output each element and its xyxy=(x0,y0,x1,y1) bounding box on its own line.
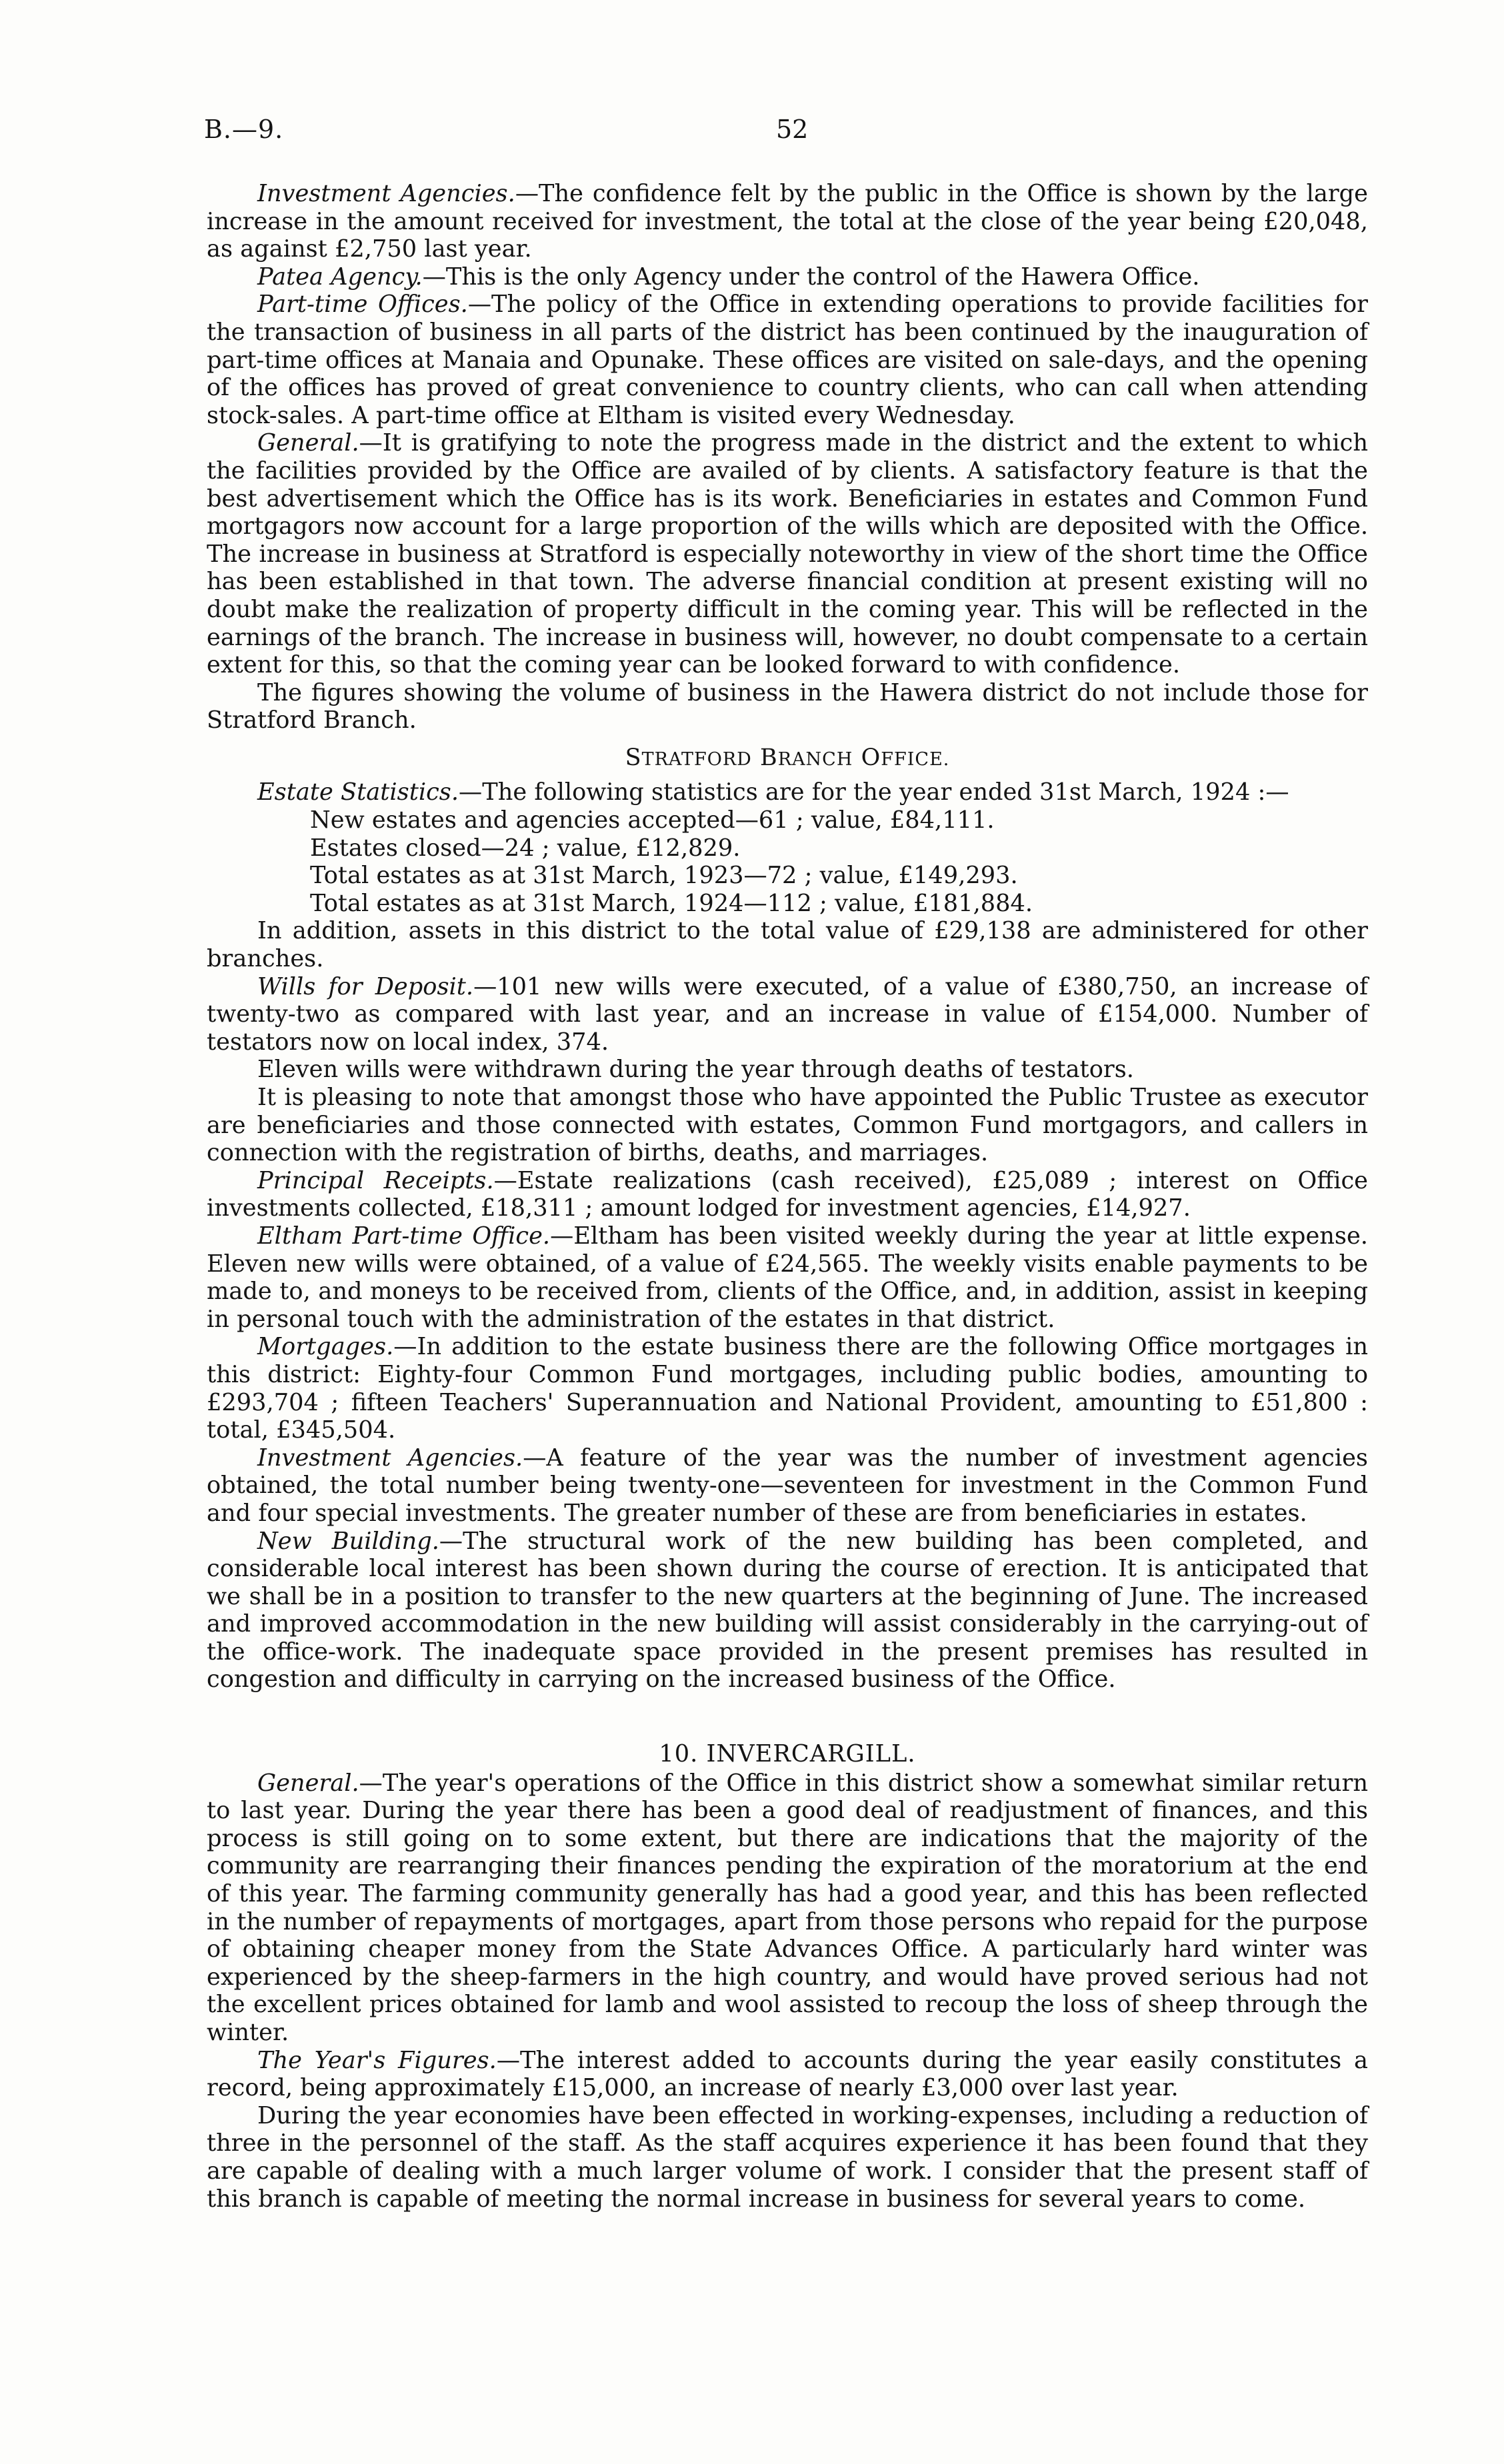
paragraph-economies xyxy=(207,2102,1368,2213)
paragraph-text: —The confidence felt by the public in the Office is shown by the large increase in the amount received for investment, the total at the close of the year being £20,048, as against £2,750 last year. xyxy=(207,180,1368,263)
paragraph-mortgages xyxy=(207,1333,1368,1444)
paragraph-heading: Mortgages. xyxy=(257,1333,394,1361)
paragraph-eltham-office xyxy=(207,1222,1368,1333)
paragraph-text: —The structural work of the new building has been completed, and considerable local interest has been shown during the course of erection. It is anticipated that we shall be in a position to transfer to the new quarters at the beginning of June. The increased and improved accommodation in the new building will assist considerably in the carrying-out of the office-work. The inadequate space provided in the present premises has resulted in congestion and difficulty in carrying on the increased business of the Office. xyxy=(207,1527,1368,1694)
paragraph-text: In addition, assets in this district to the total value of £29,138 are administered for other branches. xyxy=(207,917,1368,973)
paragraph-investment-agencies-stratford xyxy=(207,1444,1368,1528)
paragraph-text: —In addition to the estate business there are the following Office mortgages in this district: Eighty-four Common Fund mortgages, including public bodies, amounting to £293,704 ; fifteen Teachers' Superannuation and National Provident, amounting to £51,800 : total, £345,504. xyxy=(207,1333,1368,1444)
paragraph-text: —Estate realizations (cash received), £25,089 ; interest on Office investments collected, £18,311 ; amount lodged for investment agencies, £14,927. xyxy=(207,1166,1368,1222)
paragraph-text: The figures showing the volume of business in the Hawera district do not include those for Stratford Branch. xyxy=(207,678,1368,734)
paragraph-pleasing xyxy=(207,1084,1368,1167)
paragraph-text: —The policy of the Office in extending operations to provide facilities for the transaction of business in all parts of the district has been continued by the inauguration of part-time offices at Manaia and Opunake. These offices are visited on sale-days, and the opening of the offices has proved of great convenience to country clients, who can call when attending stock-sales. A part-time office at Eltham is visited every Wednesday. xyxy=(207,291,1368,429)
paragraph-heading: New Building. xyxy=(257,1527,439,1555)
section-heading-invercargill: 10. INVERCARGILL. xyxy=(659,1740,916,1768)
paragraph-addition xyxy=(207,917,1368,972)
report-code: B.—9. xyxy=(204,115,284,144)
paragraph-heading: Investment Agencies. xyxy=(257,1444,523,1472)
section-gap xyxy=(207,1694,1368,1734)
paragraph-wills-withdrawn xyxy=(207,1056,1368,1084)
statistic-line: Total estates as at 31st March, 1924—112 ; value, £181,884. xyxy=(310,889,1033,917)
paragraph-heading: Investment Agencies. xyxy=(257,180,515,207)
paragraph-heading: Principal Receipts. xyxy=(257,1166,494,1194)
paragraph-investment-agencies xyxy=(207,180,1368,263)
paragraph-wills-for-deposit xyxy=(207,973,1368,1056)
paragraph-heading: Patea Agency. xyxy=(257,263,423,291)
section-heading-stratford: STRATFORD BRANCH OFFICE. xyxy=(625,744,950,771)
paragraph-estate-statistics xyxy=(207,778,1368,806)
paragraph-text: —101 new wills were executed, of a value of £380,750, an increase of twenty-two as compared with last year, and an increase in value of £154,000. Number of testators now on local index, 374. xyxy=(207,972,1368,1056)
paragraph-heading: Part-time Offices. xyxy=(257,291,468,319)
paragraph-years-figures xyxy=(207,2047,1368,2102)
paragraph-text: It is pleasing to note that amongst those who have appointed the Public Trustee as executor are beneficiaries and those connected with estates, Common Fund mortgagors, and callers in connection with the registration of births, deaths, and marriages. xyxy=(207,1084,1368,1167)
document-body xyxy=(207,180,1368,2213)
paragraph-text: —It is gratifying to note the progress made in the district and the extent to which the facilities provided by the Office are availed of by clients. A satisfactory feature is that the best advertisement which the Office has is its work. Beneficiaries in estates and Common Fund mortgagors now account for a large proportion of the wills which are deposited with the Office. The increase in business at Stratford is especially noteworthy in view of the short time the Office has been established in that town. The adverse financial condition at present existing will no doubt make the realization of property difficult in the coming year. This will be reflected in the earnings of the branch. The increase in business will, however, no doubt compensate to a certain extent for this, so that the coming year can be looked forward to with confidence. xyxy=(207,429,1368,679)
paragraph-heading: The Year's Figures. xyxy=(257,2046,497,2074)
paragraph-patea-agency xyxy=(207,263,1368,291)
page-number: 52 xyxy=(776,115,809,144)
paragraph-text: —Eltham has been visited weekly during the year at little expense. Eleven new wills were obtained, of a value of £24,565. The weekly visits enable payments to be made to, and moneys to be received from, clients of the Office, and, in addition, assist in keeping in personal touch with the administration of the estates in that district. xyxy=(207,1222,1368,1333)
paragraph-general xyxy=(207,429,1368,678)
paragraph-text: During the year economies have been effected in working-expenses, including a reduction of three in the personnel of the staff. As the staff acquires experience it has been found that they are capable of dealing with a much larger volume of work. I consider that the present staff of this branch is capable of meeting the normal increase in business for several years to come. xyxy=(207,2101,1368,2213)
paragraph-principal-receipts xyxy=(207,1167,1368,1222)
page-header xyxy=(204,115,1384,155)
statistic-line: Total estates as at 31st March, 1923—72 ; value, £149,293. xyxy=(310,862,1018,890)
statistic-line: New estates and agencies accepted—61 ; value, £84,111. xyxy=(310,806,995,834)
paragraph-text: —The year's operations of the Office in this district show a somewhat similar return to last year. During the year there has been a good deal of readjustment of finances, and this process is still going on to some extent, but there are indications that the majority of the community are rearranging their finances pending the expiration of the moratorium at the end of this year. The farming community generally has had a good year, and this has been reflected in the number of repayments of mortgages, apart from those persons who repaid for the purpose of obtaining cheaper money from the State Advances Office. A particularly hard winter was experienced by the sheep-farmers in the high country, and would have proved serious had not the excellent prices obtained for lamb and wool assisted to recoup the loss of sheep through the winter. xyxy=(207,1769,1368,2046)
paragraph-heading: Wills for Deposit. xyxy=(257,972,474,1000)
paragraph-text: —This is the only Agency under the control of the Hawera Office. xyxy=(422,263,1200,291)
paragraph-heading: General. xyxy=(257,1769,359,1797)
paragraph-general-invercargill xyxy=(207,1770,1368,2047)
paragraph-part-time-offices xyxy=(207,291,1368,429)
statistic-line: Estates closed—24 ; value, £12,829. xyxy=(310,834,741,862)
paragraph-text: —A feature of the year was the number of investment agencies obtained, the total number being twenty-one—seventeen for investment in the Common Fund and four special investments. The greater number of these are from beneficiaries in estates. xyxy=(207,1444,1368,1527)
paragraph-text: Eleven wills were withdrawn during the year through deaths of testators. xyxy=(257,1056,1134,1084)
paragraph-heading: General. xyxy=(257,429,359,457)
paragraph-figures-note xyxy=(207,679,1368,734)
paragraph-new-building xyxy=(207,1528,1368,1694)
paragraph-text: —The following statistics are for the year ended 31st March, 1924 :— xyxy=(459,778,1289,806)
paragraph-heading: Estate Statistics. xyxy=(257,778,459,806)
paragraph-heading: Eltham Part-time Office. xyxy=(257,1222,551,1250)
paragraph-text: —The interest added to accounts during the year easily constitutes a record, being approximately £15,000, an increase of nearly £3,000 over last year. xyxy=(207,2046,1369,2102)
